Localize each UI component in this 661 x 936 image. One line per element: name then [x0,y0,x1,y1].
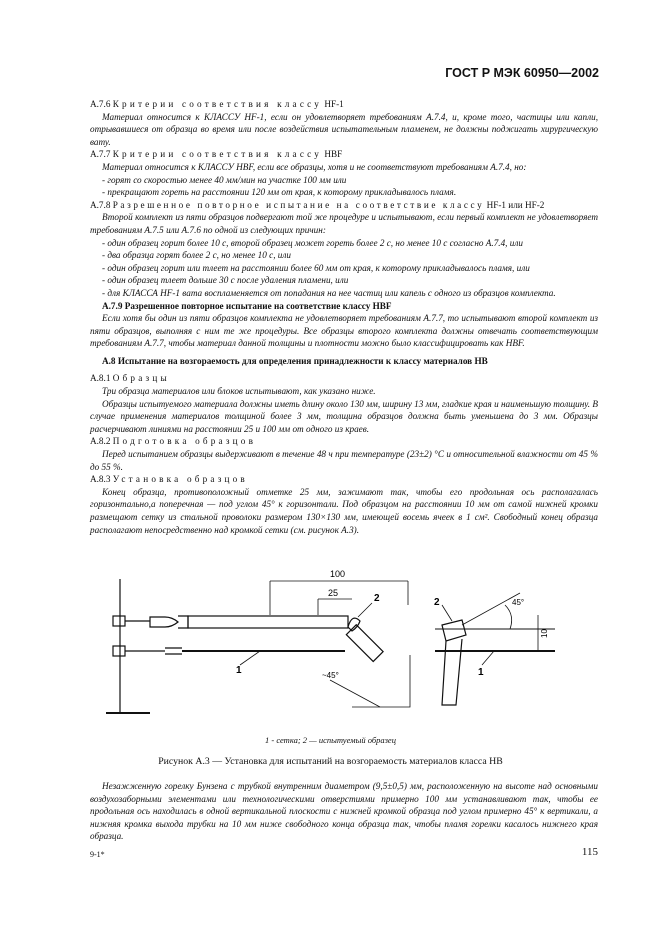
clamp-jaw-upper [150,617,178,627]
specimen-bar [188,616,348,628]
dim-10-label: 10 [540,629,549,638]
a78-number: А.7.8 [90,199,111,210]
section-a82-heading [90,435,598,448]
a77-number: А.7.7 [90,149,111,160]
a81-number: А.8.1 [90,373,111,384]
label-2-right: 2 [434,597,440,608]
a77-title: Критерии соответствия классу [112,149,323,160]
section-a83-heading [90,473,598,486]
section-a78-heading [90,199,598,212]
figure-a3-drawing [90,565,560,725]
a77-class: HBF [324,149,343,160]
a78-item-1: - один образец горит более 10 с, второй образец может гореть более 2 с, но менее 10 с согласно А.7.4, или [102,237,523,248]
a78-title: Разрешенное повторное испытание на соответствие классу [112,199,485,210]
a82-number: А.8.2 [90,436,111,447]
leader-2b [442,605,452,621]
a78-class: HF-1 или HF-2 [486,199,545,210]
a82-title: Подготовка образцов [112,436,257,447]
a81-text-1: Три образца материалов или блоков испытывают, как указано ниже. [102,386,376,397]
angle-label-left: ~45° [322,671,339,680]
a83-number: А.8.3 [90,474,111,485]
section-a81-heading [90,372,598,385]
a83-text: Конец образца, противоположный отметке 25 мм, зажимают так, чтобы его продольная ось располагалась горизонтально,а поперечная — под углом 45° к горизонтали. Под образцом на расстоянии 10 мм от самой нижней кромки размещают сетку из стальной проволоки размером 130×130 мм, имеющей восемь ячеек в 1 см². Свободный конец образца располагают непосредственно над кромкой сетки (см. рисунок А.3). [90,486,598,535]
section-a77-heading [90,148,598,161]
a76-text: Материал относится к КЛАССУ HF-1, если он удовлетворяет требованиям А.7.4, и, кроме того, частицы или капли, отрывавшиеся от образца во время или после воздействия испытательным пламенем, не должны поджигать хирургическую вату. [90,111,598,147]
dim-25-label: 25 [328,588,339,598]
leader-2a [358,603,372,617]
footer-sheet-mark: 9-1* [90,850,105,859]
section-a8-heading: А.8 Испытание на возгораемость для определения принадлежности к классу материалов HB [102,355,488,366]
lower-clamp [113,646,125,656]
a78-text: Второй комплект из пяти образцов подвергают той же процедуре и испытывают, если первый комплект не удовлетворяет требованиям А.7.5 или А.7.6 по одной из следующих причин: [90,212,598,235]
angle-leader [330,680,380,707]
a81-text-2: Образцы испытуемого материала должны иметь длину около 130 мм, ширину 13 мм, гладкие края и наименьшую толщину. В случае применения материалов толщиной более 3 мм, толщина образцов должна быть уменьшена до 3 мм. Образцы расчерчивают линиями на расстоянии 25 и 100 мм от одного из краев. [90,398,599,434]
a78-item-2: - два образца горят более 2 с, но менее 10 с, или [102,250,291,261]
a81-title: Образцы [112,373,170,384]
figure-caption: Рисунок А.3 — Установка для испытаний на возгораемость материалов класса HB [158,756,503,767]
angle-label-right: 45° [512,598,525,607]
label-2-left: 2 [374,593,380,604]
detail-angle-arc [505,605,512,629]
label-1-right: 1 [478,667,484,678]
leader-1a [240,651,260,665]
a78-item-3: - один образец горит или тлеет на расстоянии более 60 мм от края, к которому прикладывалось пламя, или [102,262,530,273]
section-a79-heading: А.7.9 Разрешенное повторное испытание на соответствие классу HBF [102,300,392,311]
a78-item-4: - один образец тлеет дольше 30 с после удаления пламени, или [102,275,349,286]
a76-title: Критерии соответствия классу [112,99,323,109]
a77-item-1: - горят со скоростью менее 40 мм/мин на участке 100 мм или [102,174,347,185]
section-a76-heading [90,98,598,111]
clamp-jaw-lower [165,648,182,654]
leader-1b [482,651,494,665]
a76-class: HF-1 [324,99,344,109]
flame [348,618,360,631]
a77-text: Материал относится к КЛАССУ HBF, если все образцы, хотя и не соответствуют требованиям А.7.4, но: [102,161,527,172]
detail-specimen [442,620,466,641]
a76-number: А.7.6 [90,99,111,109]
document-body [90,98,598,536]
figure-legend: 1 - сетка; 2 — испытуемый образец [265,735,396,745]
a79-text: Если хотя бы один из пяти образцов комплекта не удовлетворяет требованиям А.7.7, то испытывают второй комплект из пяти образцов, выполняя с ним те же процедуры. Все образцы второго комплекта должны отвечать соответствующим требованиям А.7.7, чтобы материал данной толщины и плотности можно было классифицировать как HBF. [90,313,598,349]
a78-item-5: - для КЛАССА HF-1 вата воспламеняется от попадания на нее частиц или капель с одного из образцов комплекта. [102,287,556,298]
upper-clamp [113,616,125,626]
burner-setup-text: Незажженную горелку Бунзена с трубкой внутренним диаметром (9,5±0,5) мм, расположенную на высоте над основными воздухозаборными элементами или технологическими отверстиями примерно 100 мм устанавливают так, чтобы ее продольная ось находилась в одной вертикальной плоскости с нижней кромкой образца под углом примерно 45° к вертикали, а нижняя кромка выхода трубки на 10 мм ниже свободного конца образца так, чтобы пламя горелки касалось нижнего края образца. [90,781,598,842]
detail-burner [442,639,462,705]
a83-title: Установка образцов [112,474,248,485]
a82-text: Перед испытанием образцы выдерживают в течение 48 ч при температуре (23±2) °С и относительной влажности от 45 % до 55 %. [90,449,598,472]
label-1-left: 1 [236,665,242,676]
angle-triangle [352,655,410,707]
specimen-holder [178,616,188,628]
standard-header: ГОСТ Р МЭК 60950—2002 [445,66,599,80]
page-number: 115 [581,846,598,858]
a77-item-2: - прекращают гореть на расстоянии 120 мм от края, к которому прикладывалось пламя. [102,187,457,198]
dim-100-label: 100 [330,569,346,579]
document-tail [90,780,598,843]
